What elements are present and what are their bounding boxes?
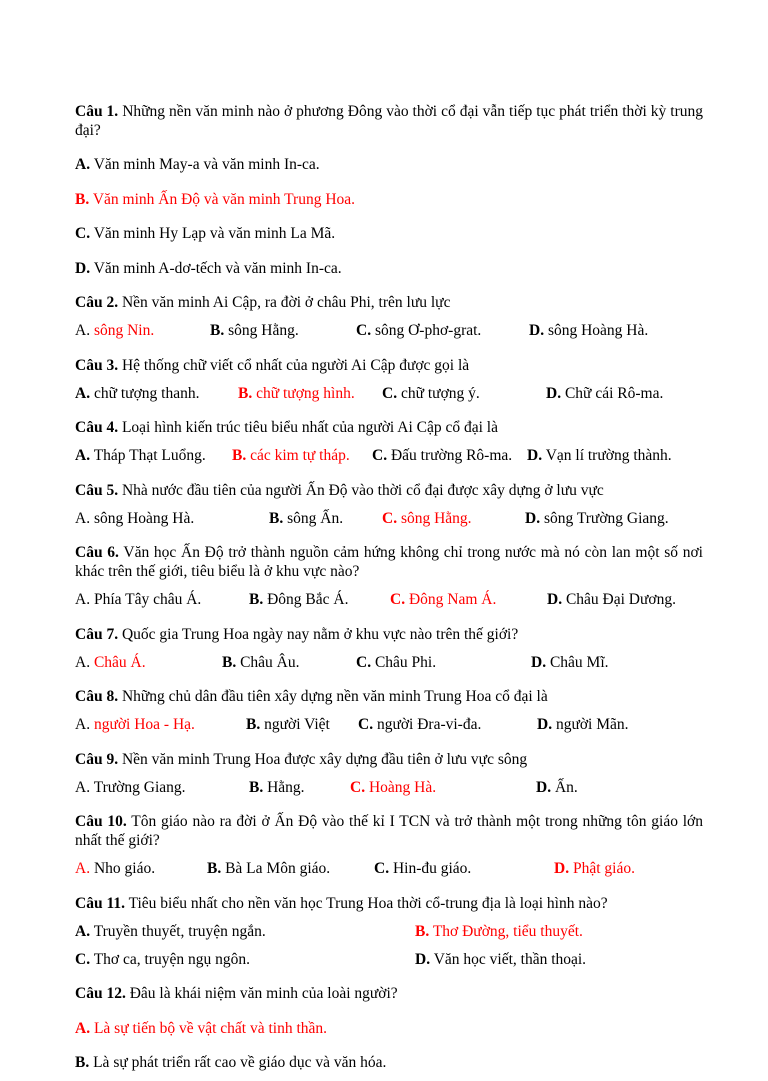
option-text: sông Trường Giang. (543, 509, 669, 527)
option-letter: A. (75, 778, 91, 796)
option-letter: A. (75, 1019, 91, 1037)
question-8 (75, 687, 703, 706)
option-text: Hin-đu giáo. (392, 860, 472, 877)
question-label: Câu 12. (75, 985, 126, 1002)
option-text: người Việt (264, 716, 330, 733)
option-letter: C. (350, 778, 366, 796)
option-letter: A. (75, 447, 91, 464)
option-text: Đông Nam Á. (408, 591, 497, 608)
option-text: Bà La Môn giáo. (225, 860, 331, 877)
option-4a (75, 446, 232, 465)
option-letter: B. (75, 190, 90, 208)
option-text: Châu Mĩ. (549, 653, 609, 671)
option-text: Châu Á. (93, 653, 146, 671)
question-label: Câu 6. (75, 544, 119, 561)
question-label: Câu 3. (75, 356, 119, 374)
option-text: chữ tượng hình. (256, 384, 355, 402)
option-11b (415, 922, 583, 941)
option-9c (350, 778, 536, 797)
option-letter: C. (75, 950, 91, 968)
option-letter: B. (222, 653, 237, 671)
question-7 (75, 625, 703, 644)
options-3 (75, 384, 703, 403)
option-3a (75, 384, 238, 403)
option-text: Châu Đại Dương. (565, 591, 676, 608)
option-text: Truyền thuyết, truyện ngắn. (93, 922, 266, 940)
option-letter: B. (246, 716, 261, 733)
options-6 (75, 590, 703, 609)
option-1b (75, 190, 703, 209)
option-letter: B. (232, 447, 247, 464)
option-letter: A. (75, 591, 91, 608)
option-letter: B. (238, 384, 253, 402)
option-10d (554, 859, 635, 878)
options-8 (75, 715, 703, 734)
option-letter: D. (547, 591, 563, 608)
question-label: Câu 2. (75, 294, 119, 311)
option-text: Ấn. (554, 778, 578, 796)
option-1d (75, 259, 703, 278)
option-9a (75, 778, 249, 797)
option-5d (525, 509, 669, 528)
option-letter: C. (390, 591, 406, 608)
option-4d (527, 446, 672, 465)
question-text: Loại hình kiến trúc tiêu biểu nhất của người Ai Cập cổ đại là (121, 419, 498, 436)
question-3 (75, 356, 703, 375)
option-text: Phía Tây châu Á. (93, 591, 202, 608)
option-text: người Hoa - Hạ. (93, 716, 195, 733)
question-text: Nền văn minh Ai Cập, ra đời ở châu Phi, trên lưu lực (121, 294, 451, 311)
question-12 (75, 984, 703, 1003)
option-text: người Đra-vi-đa. (376, 716, 482, 733)
question-text: Quốc gia Trung Hoa ngày nay nằm ở khu vực nào trên thế giới? (121, 625, 519, 643)
option-text: sông Hằng. (228, 322, 299, 339)
option-text: Là sự tiến bộ về vật chất và tinh thần. (93, 1019, 328, 1037)
option-10a (75, 859, 207, 878)
option-letter: D. (529, 322, 545, 339)
question-label: Câu 11. (75, 894, 125, 912)
option-text: Hoàng Hà. (368, 778, 437, 796)
option-letter: D. (531, 653, 547, 671)
option-letter: B. (207, 860, 222, 877)
option-letter: D. (415, 950, 431, 968)
option-letter: D. (527, 447, 543, 464)
option-letter: D. (554, 860, 570, 877)
option-6d (547, 590, 676, 609)
option-text: Là sự phát triển rất cao về giáo dục và văn hóa. (93, 1054, 387, 1071)
option-text: Văn minh A-dơ-tếch và văn minh In-ca. (93, 259, 342, 277)
option-text: chữ tượng ý. (400, 384, 480, 402)
option-letter: C. (356, 322, 372, 339)
option-text: Vạn lí trường thành. (545, 447, 672, 464)
option-letter: A. (75, 384, 91, 402)
question-label: Câu 7. (75, 625, 119, 643)
option-text: chữ tượng thanh. (93, 384, 200, 402)
option-text: Thơ Đường, tiểu thuyết. (432, 922, 583, 940)
option-text: Châu Âu. (240, 653, 300, 671)
option-text: các kim tự tháp. (250, 447, 350, 464)
option-7c (356, 653, 531, 672)
question-text: Đâu là khái niệm văn minh của loài người? (129, 985, 398, 1002)
option-2d (529, 321, 648, 340)
option-4c (372, 446, 527, 465)
option-letter: A. (75, 509, 91, 527)
options-7 (75, 653, 703, 672)
option-text: Văn học viết, thần thoại. (433, 950, 587, 968)
question-text: Hệ thống chữ viết cổ nhất của người Ai Cập được gọi là (121, 356, 470, 374)
question-6 (75, 543, 703, 581)
option-text: sông Ấn. (287, 509, 344, 527)
option-text: Hằng. (267, 778, 305, 796)
option-3c (382, 384, 546, 403)
question-text: Văn học Ấn Độ trở thành nguồn cảm hứng không chỉ trong nước mà nó còn lan một số nơi khác trên thế giới, tiêu biểu là ở khu vực nào? (75, 544, 703, 580)
question-10 (75, 812, 703, 850)
options-10 (75, 859, 703, 878)
option-letter: B. (249, 778, 264, 796)
options-11-row2 (75, 950, 703, 969)
option-letter: D. (537, 716, 553, 733)
option-text: Đông Bắc Á. (267, 591, 349, 608)
option-4b (232, 446, 372, 465)
option-letter: A. (75, 716, 91, 733)
option-7a (75, 653, 222, 672)
option-letter: A. (75, 156, 91, 173)
question-text: Những chủ dân đầu tiên xây dựng nền văn minh Trung Hoa cổ đại là (121, 688, 548, 705)
option-text: Tháp Thạt Luổng. (93, 447, 206, 464)
question-label: Câu 9. (75, 750, 119, 768)
option-text: Văn minh Ấn Độ và văn minh Trung Hoa. (92, 190, 356, 208)
option-letter: B. (210, 322, 225, 339)
option-letter: C. (358, 716, 374, 733)
option-text: Văn minh May-a và văn minh In-ca. (93, 156, 320, 173)
option-2c (356, 321, 529, 340)
question-1 (75, 102, 703, 140)
option-text: sông Hoàng Hà. (547, 322, 649, 339)
option-text: Nho giáo. (93, 860, 156, 877)
question-11 (75, 894, 703, 913)
option-text: người Mãn. (555, 716, 629, 733)
option-letter: C. (75, 225, 91, 242)
option-5a (75, 509, 269, 528)
option-1a (75, 155, 703, 174)
option-9d (536, 778, 578, 797)
option-11a (75, 922, 415, 941)
option-10c (374, 859, 554, 878)
options-5 (75, 509, 703, 528)
option-8a (75, 715, 246, 734)
option-12b (75, 1053, 703, 1072)
option-letter: D. (546, 384, 562, 402)
option-1c (75, 224, 703, 243)
option-text: sông Hoàng Hà. (93, 509, 195, 527)
option-5c (382, 509, 525, 528)
option-text: Chữ cái Rô-ma. (564, 384, 664, 402)
option-text: sông Nin. (93, 322, 155, 339)
option-2a (75, 321, 210, 340)
option-letter: B. (415, 922, 430, 940)
option-8d (537, 715, 629, 734)
option-11d (415, 950, 586, 969)
question-label: Câu 10. (75, 813, 127, 830)
option-6c (390, 590, 547, 609)
question-label: Câu 8. (75, 688, 119, 705)
option-text: Thơ ca, truyện ngụ ngôn. (93, 950, 250, 968)
option-letter: A. (75, 860, 91, 877)
options-2 (75, 321, 703, 340)
option-3b (238, 384, 382, 403)
option-letter: B. (269, 509, 284, 527)
option-10b (207, 859, 374, 878)
options-9 (75, 778, 703, 797)
option-7d (531, 653, 609, 672)
option-text: sông Ơ-phơ-grat. (374, 322, 482, 339)
option-text: Châu Phi. (374, 653, 437, 671)
question-label: Câu 5. (75, 481, 119, 499)
question-label: Câu 4. (75, 419, 119, 436)
question-text: Nền văn minh Trung Hoa được xây dựng đầu tiên ở lưu vực sông (121, 750, 528, 768)
question-text: Tôn giáo nào ra đời ở Ấn Độ vào thế kỉ I TCN và trở thành một trong những tôn giáo lớn nhất thế giới? (75, 813, 703, 849)
option-6b (249, 590, 390, 609)
question-text: Nhà nước đầu tiên của người Ấn Độ vào thời cổ đại được xây dựng ở lưu vực (121, 481, 604, 499)
option-6a (75, 590, 249, 609)
option-text: Văn minh Hy Lạp và văn minh La Mã. (93, 225, 336, 242)
option-letter: B. (75, 1054, 90, 1071)
option-letter: C. (382, 509, 398, 527)
option-8c (358, 715, 537, 734)
question-2 (75, 293, 703, 312)
question-4 (75, 418, 703, 437)
option-letter: A. (75, 922, 91, 940)
options-11-row1 (75, 922, 703, 941)
question-9 (75, 750, 703, 769)
option-text: sông Hằng. (400, 509, 472, 527)
option-letter: C. (382, 384, 398, 402)
option-letter: A. (75, 653, 91, 671)
question-text: Tiêu biểu nhất cho nền văn học Trung Hoa thời cổ-trung địa là loại hình nào? (128, 894, 608, 912)
option-letter: D. (525, 509, 541, 527)
quiz-page (75, 86, 703, 1081)
option-letter: A. (75, 322, 91, 339)
option-letter: D. (536, 778, 552, 796)
option-2b (210, 321, 356, 340)
option-11c (75, 950, 415, 969)
question-text: Những nền văn minh nào ở phương Đông vào thời cổ đại vẫn tiếp tục phát triển thời kỳ trung đại? (75, 102, 704, 139)
option-3d (546, 384, 663, 403)
option-letter: C. (356, 653, 372, 671)
question-label: Câu 1. (75, 102, 119, 120)
option-8b (246, 715, 358, 734)
option-letter: C. (374, 860, 390, 877)
option-letter: D. (75, 259, 91, 277)
question-5 (75, 481, 703, 500)
option-text: Trường Giang. (93, 778, 186, 796)
option-letter: C. (372, 447, 388, 464)
option-9b (249, 778, 350, 797)
option-5b (269, 509, 382, 528)
options-4 (75, 446, 703, 465)
option-letter: B. (249, 591, 264, 608)
option-12a (75, 1019, 703, 1038)
option-text: Đấu trường Rô-ma. (390, 447, 513, 464)
option-text: Phật giáo. (572, 860, 635, 877)
option-7b (222, 653, 356, 672)
